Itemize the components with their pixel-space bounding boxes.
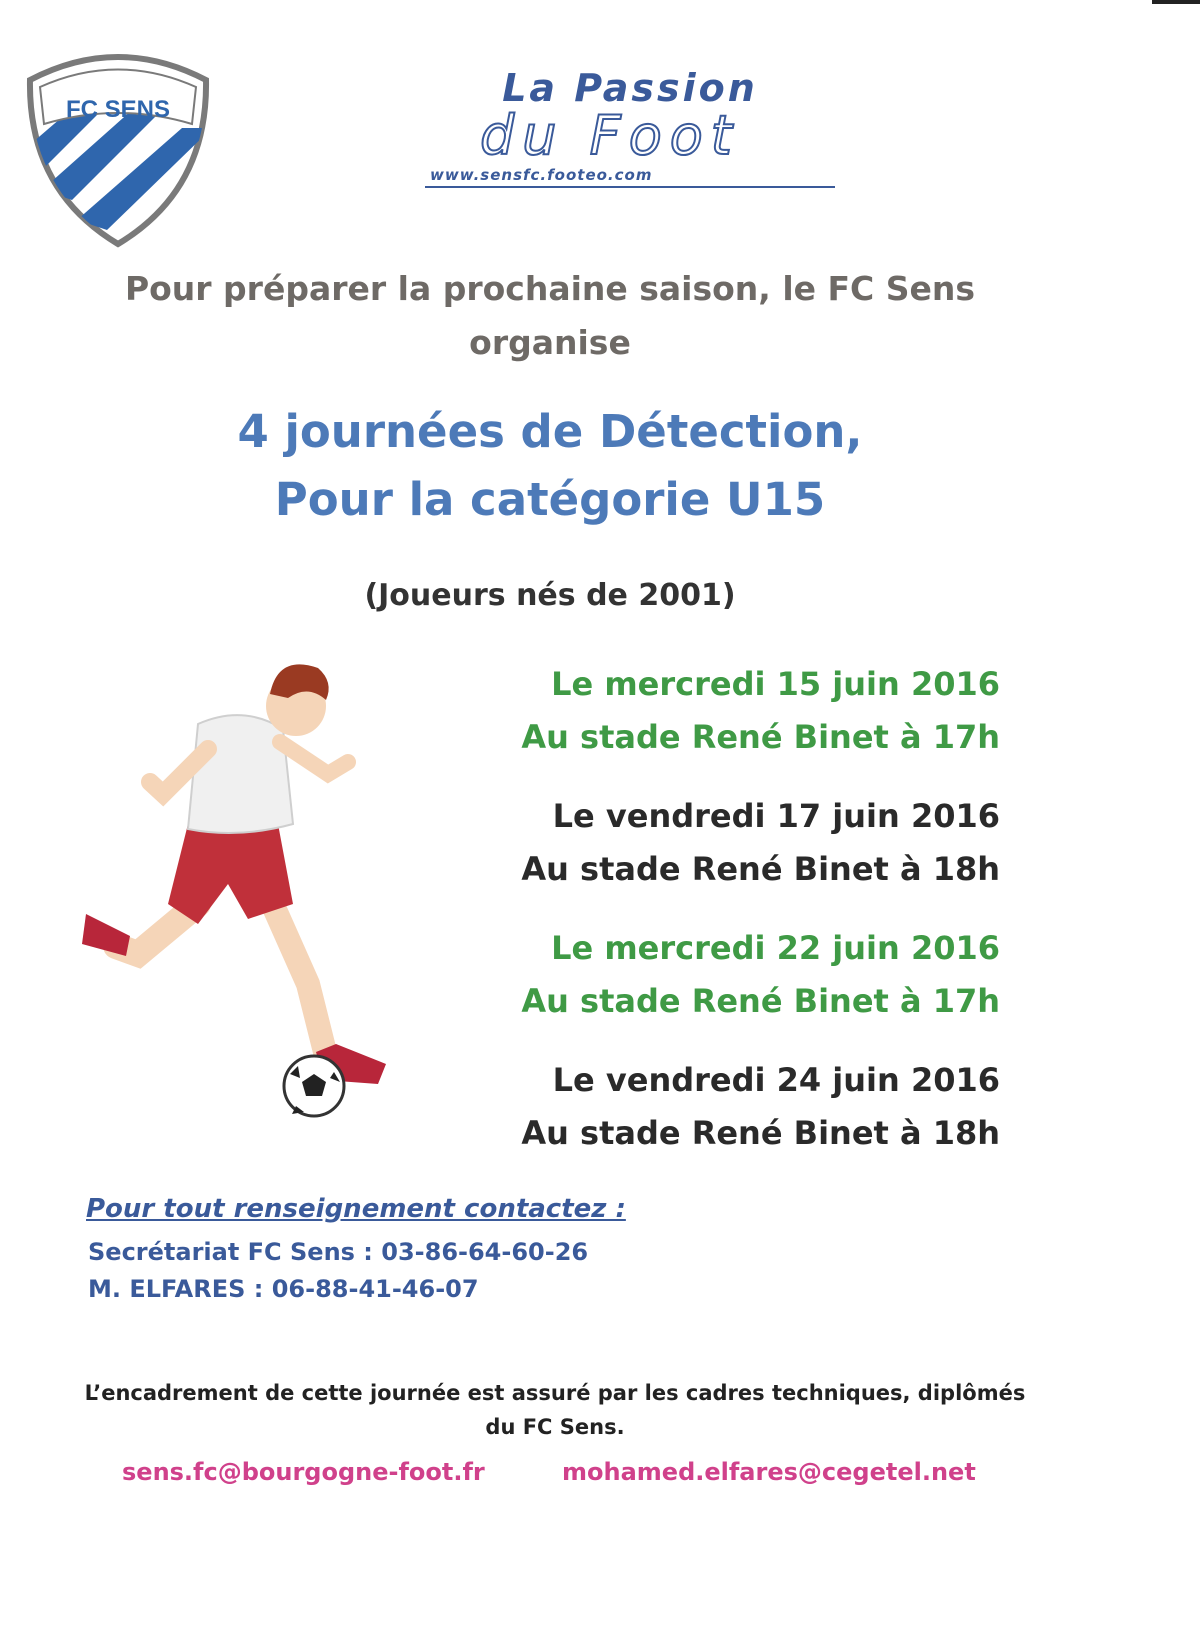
schedule-date: Le mercredi 15 juin 2016 bbox=[551, 665, 1000, 703]
headline-line1: 4 journées de Détection, bbox=[237, 405, 863, 458]
email-elfares[interactable]: mohamed.elfares@cegetel.net bbox=[562, 1458, 976, 1486]
brand-title-line1: La Passion bbox=[502, 66, 758, 110]
football-player-illustration bbox=[78, 654, 418, 1164]
brand-url[interactable]: www.sensfc.footeo.com bbox=[430, 166, 653, 184]
footer-line1: L’encadrement de cette journée est assuré par les cadres techniques, diplômés bbox=[84, 1381, 1026, 1405]
brand-block bbox=[400, 68, 860, 188]
footer-line2: du FC Sens. bbox=[485, 1415, 625, 1439]
email-club[interactable]: sens.fc@bourgogne-foot.fr bbox=[122, 1458, 485, 1486]
logo-text: FC SENS bbox=[65, 96, 171, 123]
schedule-date: Le vendredi 24 juin 2016 bbox=[552, 1061, 1000, 1099]
scan-edge-mark bbox=[1152, 0, 1200, 4]
schedule-item bbox=[440, 922, 1000, 1028]
schedule-item bbox=[440, 1054, 1000, 1160]
schedule-date: Le mercredi 22 juin 2016 bbox=[551, 929, 1000, 967]
headline-line2: Pour la catégorie U15 bbox=[274, 473, 826, 526]
schedule-place: Au stade René Binet à 18h bbox=[521, 1114, 1000, 1152]
contact-title: Pour tout renseignement contactez : bbox=[86, 1194, 626, 1224]
brand-underline bbox=[425, 186, 835, 188]
intro-line2: organise bbox=[469, 323, 631, 362]
schedule-item bbox=[440, 790, 1000, 896]
contact-elfares: M. ELFARES : 06-88-41-46-07 bbox=[88, 1275, 479, 1303]
intro-line1: Pour préparer la prochaine saison, le FC Sens bbox=[124, 269, 976, 308]
brand-title-line2: du Foot bbox=[480, 104, 740, 167]
schedule-place: Au stade René Binet à 17h bbox=[521, 982, 1000, 1020]
schedule-date: Le vendredi 17 juin 2016 bbox=[552, 797, 1000, 835]
contact-secretariat: Secrétariat FC Sens : 03-86-64-60-26 bbox=[88, 1238, 589, 1266]
subhead-birth-year: (Joueurs nés de 2001) bbox=[364, 578, 736, 613]
footer-note bbox=[80, 1376, 1030, 1444]
schedule-place: Au stade René Binet à 18h bbox=[521, 850, 1000, 888]
intro-text bbox=[80, 262, 1020, 370]
headline bbox=[80, 398, 1020, 534]
schedule-item bbox=[440, 658, 1000, 764]
fc-sens-logo bbox=[22, 40, 214, 250]
schedule-place: Au stade René Binet à 17h bbox=[521, 718, 1000, 756]
